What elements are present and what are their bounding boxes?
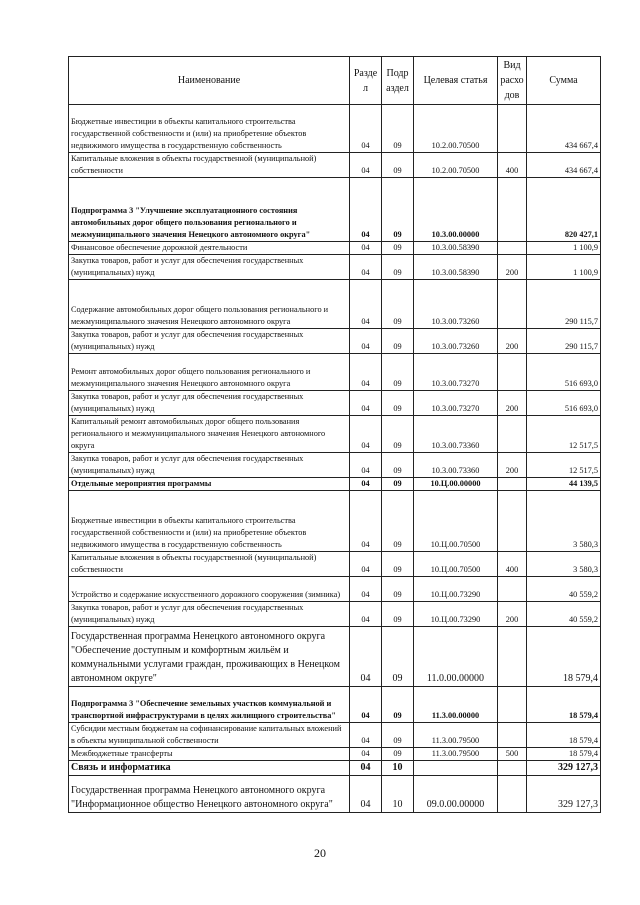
table-row — [69, 577, 601, 602]
cell-vr — [498, 761, 527, 776]
cell-name: Отдельные мероприятия программы — [69, 478, 350, 491]
cell-vr: 400 — [498, 153, 527, 178]
cell-name: Ремонт автомобильных дорог общего пользования регионального и межмуниципального значения Ненецкого автономного округа — [69, 354, 350, 391]
table-row — [69, 602, 601, 627]
cell-vr: 400 — [498, 552, 527, 577]
cell-cs: 10.2.00.70500 — [414, 153, 498, 178]
table-row — [69, 723, 601, 748]
cell-pr: 09 — [382, 329, 414, 354]
table-row — [69, 391, 601, 416]
cell-sum: 40 559,2 — [527, 602, 601, 627]
cell-name: Устройство и содержание искусственного дорожного сооружения (зимника) — [69, 577, 350, 602]
cell-vr — [498, 416, 527, 453]
cell-rz: 04 — [350, 478, 382, 491]
cell-sum: 1 100,9 — [527, 242, 601, 255]
cell-pr: 09 — [382, 602, 414, 627]
cell-cs: 10.3.00.58390 — [414, 242, 498, 255]
cell-sum: 12 517,5 — [527, 416, 601, 453]
cell-sum: 3 580,3 — [527, 552, 601, 577]
cell-cs: 10.3.00.73360 — [414, 453, 498, 478]
table-row — [69, 178, 601, 242]
cell-rz: 04 — [350, 329, 382, 354]
cell-sum: 329 127,3 — [527, 761, 601, 776]
cell-sum: 1 100,9 — [527, 255, 601, 280]
cell-rz: 04 — [350, 761, 382, 776]
table-header-row — [69, 57, 601, 105]
cell-vr: 200 — [498, 255, 527, 280]
table-row — [69, 552, 601, 577]
cell-cs: 10.3.00.73360 — [414, 416, 498, 453]
cell-rz: 04 — [350, 552, 382, 577]
cell-rz: 04 — [350, 453, 382, 478]
cell-cs: 11.3.00.00000 — [414, 687, 498, 723]
cell-cs: 10.3.00.00000 — [414, 178, 498, 242]
cell-cs: 11.3.00.79500 — [414, 723, 498, 748]
cell-cs: 10.3.00.73270 — [414, 391, 498, 416]
cell-pr: 09 — [382, 723, 414, 748]
cell-vr — [498, 105, 527, 153]
cell-sum: 516 693,0 — [527, 391, 601, 416]
cell-name: Капитальный ремонт автомобильных дорог общего пользования регионального и межмуниципального значения Ненецкого автономного округа — [69, 416, 350, 453]
cell-name: Закупка товаров, работ и услуг для обеспечения государственных (муниципальных) нужд — [69, 453, 350, 478]
cell-rz: 04 — [350, 776, 382, 813]
table-row — [69, 776, 601, 813]
cell-pr: 09 — [382, 354, 414, 391]
cell-pr: 09 — [382, 280, 414, 329]
cell-rz: 04 — [350, 242, 382, 255]
table-row — [69, 416, 601, 453]
cell-name: Межбюджетные трансферты — [69, 748, 350, 761]
cell-sum: 516 693,0 — [527, 354, 601, 391]
cell-rz: 04 — [350, 723, 382, 748]
cell-pr: 09 — [382, 153, 414, 178]
cell-cs: 10.2.00.70500 — [414, 105, 498, 153]
cell-sum: 290 115,7 — [527, 280, 601, 329]
cell-pr: 09 — [382, 255, 414, 280]
cell-pr: 09 — [382, 391, 414, 416]
cell-pr: 09 — [382, 687, 414, 723]
table-row — [69, 748, 601, 761]
page-number: 20 — [314, 846, 326, 860]
cell-name: Государственная программа Ненецкого автономного округа "Информационное общество Ненецкого автономного округа" — [69, 776, 350, 813]
cell-vr: 200 — [498, 391, 527, 416]
cell-rz: 04 — [350, 105, 382, 153]
cell-cs: 10.Ц.00.00000 — [414, 478, 498, 491]
cell-rz: 04 — [350, 687, 382, 723]
table-row — [69, 255, 601, 280]
table-row — [69, 687, 601, 723]
header-podrazdel: Подр аздел — [382, 57, 414, 105]
cell-pr: 10 — [382, 761, 414, 776]
cell-sum: 3 580,3 — [527, 491, 601, 552]
cell-rz: 04 — [350, 627, 382, 687]
cell-sum: 40 559,2 — [527, 577, 601, 602]
cell-name: Капитальные вложения в объекты государственной (муниципальной) собственности — [69, 552, 350, 577]
cell-cs: 11.3.00.79500 — [414, 748, 498, 761]
cell-rz: 04 — [350, 178, 382, 242]
cell-pr: 10 — [382, 776, 414, 813]
cell-name: Закупка товаров, работ и услуг для обеспечения государственных (муниципальных) нужд — [69, 329, 350, 354]
cell-vr: 500 — [498, 748, 527, 761]
cell-vr — [498, 723, 527, 748]
cell-vr: 200 — [498, 602, 527, 627]
cell-name: Капитальные вложения в объекты государственной (муниципальной) собственности — [69, 153, 350, 178]
cell-pr: 09 — [382, 242, 414, 255]
cell-name: Связь и информатика — [69, 761, 350, 776]
table-row — [69, 491, 601, 552]
cell-name: Содержание автомобильных дорог общего пользования регионального и межмуниципального значения Ненецкого автономного округа — [69, 280, 350, 329]
cell-cs: 10.Ц.00.73290 — [414, 602, 498, 627]
cell-sum: 12 517,5 — [527, 453, 601, 478]
cell-vr: 200 — [498, 453, 527, 478]
cell-sum: 434 667,4 — [527, 105, 601, 153]
cell-vr — [498, 776, 527, 813]
cell-pr: 09 — [382, 105, 414, 153]
cell-pr: 09 — [382, 416, 414, 453]
cell-vr — [498, 687, 527, 723]
table-row — [69, 761, 601, 776]
cell-name: Субсидии местным бюджетам на софинансирование капитальных вложений в объекты муниципальной собственности — [69, 723, 350, 748]
cell-name: Закупка товаров, работ и услуг для обеспечения государственных (муниципальных) нужд — [69, 255, 350, 280]
budget-table — [68, 56, 601, 813]
cell-rz: 04 — [350, 280, 382, 329]
cell-rz: 04 — [350, 416, 382, 453]
cell-cs — [414, 761, 498, 776]
table-row — [69, 105, 601, 153]
cell-pr: 09 — [382, 552, 414, 577]
cell-pr: 09 — [382, 491, 414, 552]
cell-cs: 10.Ц.00.70500 — [414, 491, 498, 552]
cell-pr: 09 — [382, 478, 414, 491]
header-vid: Вид расхо дов — [498, 57, 527, 105]
header-name: Наименование — [69, 57, 350, 105]
cell-vr — [498, 280, 527, 329]
header-target: Целевая статья — [414, 57, 498, 105]
cell-sum: 18 579,4 — [527, 627, 601, 687]
table-row — [69, 280, 601, 329]
table-row — [69, 329, 601, 354]
cell-name: Закупка товаров, работ и услуг для обеспечения государственных (муниципальных) нужд — [69, 391, 350, 416]
cell-pr: 09 — [382, 627, 414, 687]
cell-vr — [498, 627, 527, 687]
cell-sum: 329 127,3 — [527, 776, 601, 813]
table-row — [69, 354, 601, 391]
cell-vr — [498, 577, 527, 602]
cell-pr: 09 — [382, 748, 414, 761]
cell-cs: 10.3.00.73260 — [414, 329, 498, 354]
cell-cs: 10.3.00.73270 — [414, 354, 498, 391]
header-razdel: Разде л — [350, 57, 382, 105]
cell-vr — [498, 242, 527, 255]
cell-name: Бюджетные инвестиции в объекты капитального строительства государственной собственности и (или) на приобретение объектов недвижимого имущества в государственную собственность — [69, 491, 350, 552]
cell-rz: 04 — [350, 255, 382, 280]
cell-vr: 200 — [498, 329, 527, 354]
cell-sum: 434 667,4 — [527, 153, 601, 178]
cell-vr — [498, 491, 527, 552]
cell-name: Государственная программа Ненецкого автономного округа "Обеспечение доступным и комфортным жильём и коммунальными услугами граждан, проживающих в Ненецком автономном округе" — [69, 627, 350, 687]
table-row — [69, 242, 601, 255]
cell-cs: 10.Ц.00.70500 — [414, 552, 498, 577]
table-row — [69, 478, 601, 491]
cell-pr: 09 — [382, 453, 414, 478]
table-row — [69, 627, 601, 687]
cell-sum: 44 139,5 — [527, 478, 601, 491]
cell-rz: 04 — [350, 354, 382, 391]
cell-rz: 04 — [350, 577, 382, 602]
cell-rz: 04 — [350, 748, 382, 761]
table-row — [69, 453, 601, 478]
cell-pr: 09 — [382, 577, 414, 602]
header-sum: Сумма — [527, 57, 601, 105]
cell-name: Закупка товаров, работ и услуг для обеспечения государственных (муниципальных) нужд — [69, 602, 350, 627]
cell-name: Подпрограмма 3 "Улучшение эксплуатационного состояния автомобильных дорог общего пользования регионального и межмуниципального значения Ненецкого автономного округа" — [69, 178, 350, 242]
cell-sum: 18 579,4 — [527, 687, 601, 723]
cell-name: Финансовое обеспечение дорожной деятельности — [69, 242, 350, 255]
cell-rz: 04 — [350, 391, 382, 416]
cell-vr — [498, 478, 527, 491]
cell-rz: 04 — [350, 153, 382, 178]
cell-vr — [498, 354, 527, 391]
cell-vr — [498, 178, 527, 242]
cell-rz: 04 — [350, 602, 382, 627]
cell-cs: 09.0.00.00000 — [414, 776, 498, 813]
cell-name: Подпрограмма 3 "Обеспечение земельных участков коммунальной и транспортной инфраструктурами в целях жилищного строительства" — [69, 687, 350, 723]
cell-sum: 18 579,4 — [527, 748, 601, 761]
cell-name: Бюджетные инвестиции в объекты капитального строительства государственной собственности и (или) на приобретение объектов недвижимого имущества в государственную собственность — [69, 105, 350, 153]
cell-cs: 10.3.00.73260 — [414, 280, 498, 329]
cell-cs: 10.Ц.00.73290 — [414, 577, 498, 602]
cell-sum: 18 579,4 — [527, 723, 601, 748]
cell-sum: 820 427,1 — [527, 178, 601, 242]
cell-rz: 04 — [350, 491, 382, 552]
table-row — [69, 153, 601, 178]
cell-cs: 10.3.00.58390 — [414, 255, 498, 280]
cell-cs: 11.0.00.00000 — [414, 627, 498, 687]
cell-sum: 290 115,7 — [527, 329, 601, 354]
cell-pr: 09 — [382, 178, 414, 242]
